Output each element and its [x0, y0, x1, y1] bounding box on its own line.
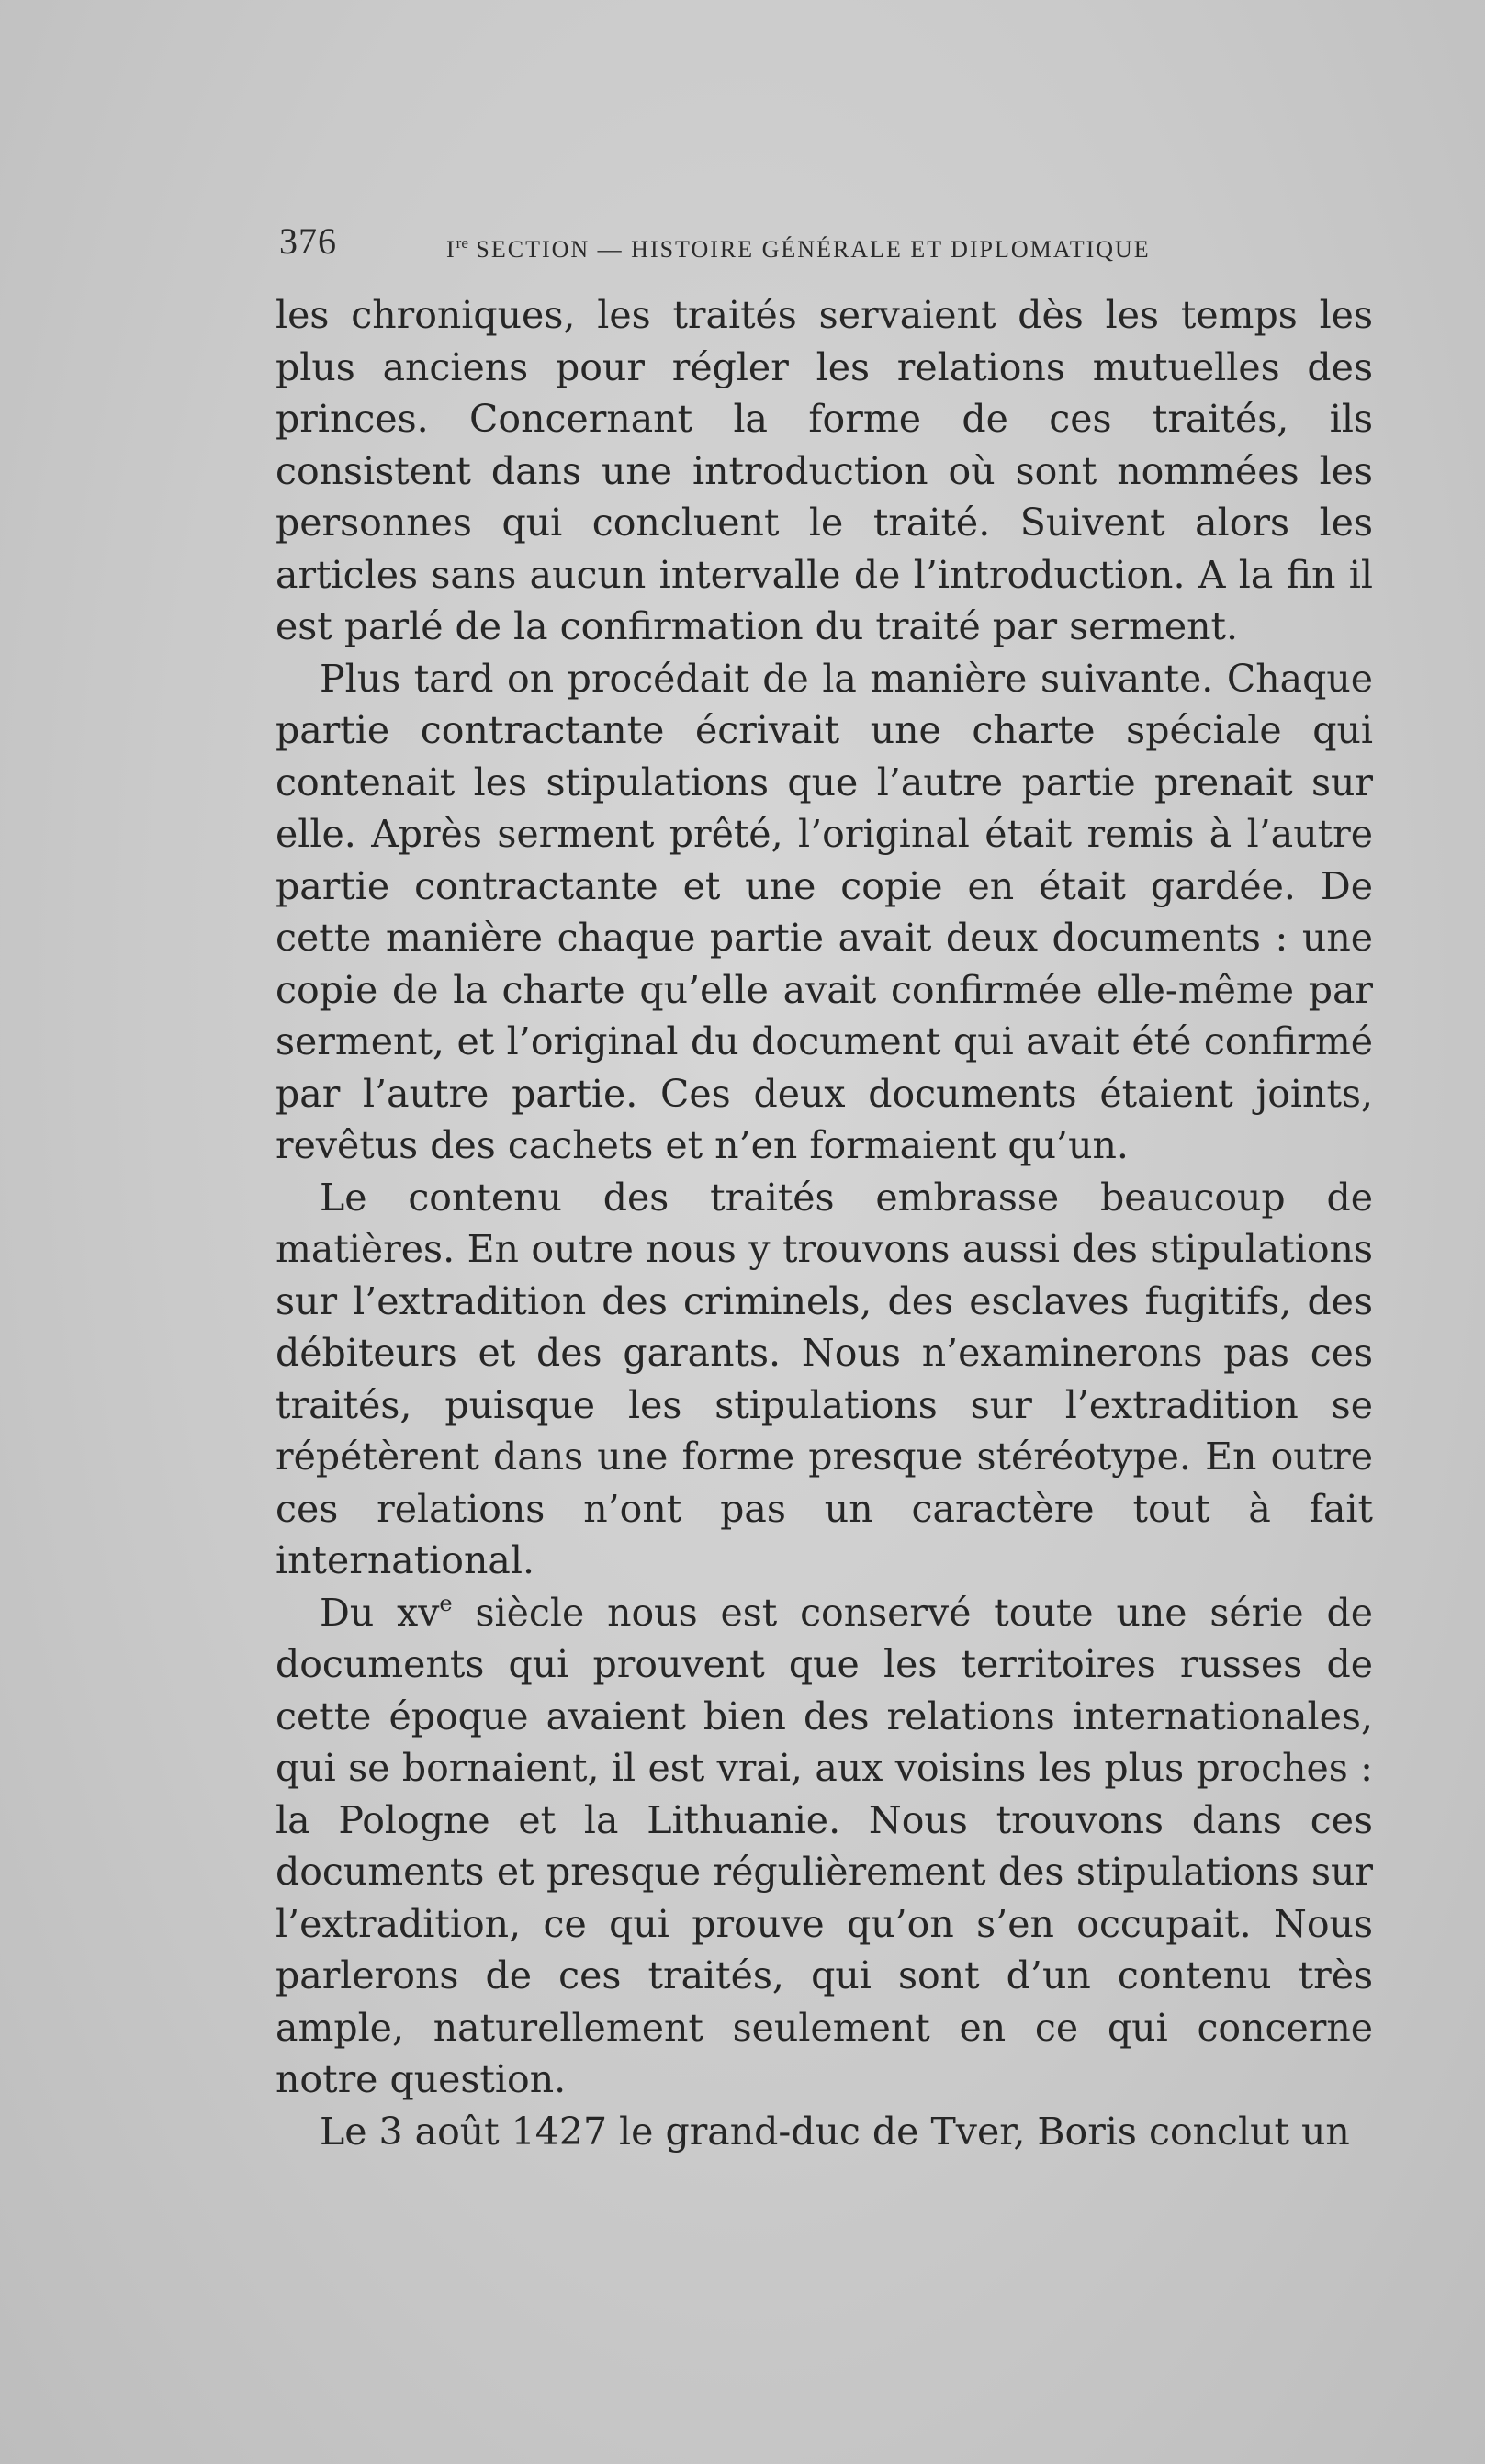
paragraph-3: Le contenu des traités embrasse beaucoup de matières. En outre nous y trouvons aussi des stipulations sur l’extradition des criminels, des esclaves fugitifs, des débiteurs et des garants. Nous n’examinerons pas ces traités, puisque les stipulations sur l’extradition se répétèrent dans une forme presque stéréotype. En outre ces relations n’ont pas un caractère tout à fait international. [276, 1175, 1373, 1582]
page-number: 376 [279, 220, 337, 262]
body-text [276, 289, 1373, 2157]
running-head [446, 222, 1151, 271]
section-suffix: re [456, 234, 468, 252]
paragraph-5: Le 3 août 1427 le grand-duc de Tver, Boris conclut un [320, 2109, 1350, 2154]
paragraph-4 [276, 1587, 1373, 2106]
paragraph-1: les chroniques, les traités servaient dès les temps les plus anciens pour régler les relations mutuelles des princes. Concernant la forme de ces traités, ils consistent dans une introduction où sont nommées les personnes qui concluent le traité. Suivent alors les articles sans aucun intervalle de l’introduction. A la fin il est parlé de la confirmation du traité par serment. [276, 293, 1373, 648]
section-number: I [446, 236, 456, 263]
page-header [279, 219, 1216, 264]
paragraph-2: Plus tard on procédait de la manière suivante. Chaque partie contractante écrivait une charte spéciale qui contenait les stipulations que l’autre partie prenait sur elle. Après serment prêté, l’original était remis à l’autre partie contractante et une copie en était gardée. De cette manière chaque partie avait deux documents : une copie de la charte qu’elle avait confirmée elle-même par serment, et l’original du document qui avait été confirmé par l’autre partie. Ces deux documents étaient joints, revêtus des cachets et n’en formaient qu’un. [276, 656, 1373, 1167]
paragraph-4-rest: siècle nous est conservé toute une série de documents qui prouvent que les territoires russes de cette époque avaient bien des relations internationales, qui se bornaient, il est vrai, aux voisins les plus proches : la Pologne et la Lithuanie. Nous trouvons dans ces documents et presque régulièrement des stipulations sur l’extradition, ce qui prouve qu’on s’en occupait. Nous parlerons de ces traités, qui sont d’un contenu très ample, naturellement seulement en ce qui concerne notre question. [276, 1590, 1373, 2101]
century-ordinal: e [439, 1590, 453, 1616]
running-title: SECTION — HISTOIRE GÉNÉRALE ET DIPLOMATIQUE [476, 236, 1151, 263]
paragraph-4-start: Du xv [320, 1590, 440, 1635]
